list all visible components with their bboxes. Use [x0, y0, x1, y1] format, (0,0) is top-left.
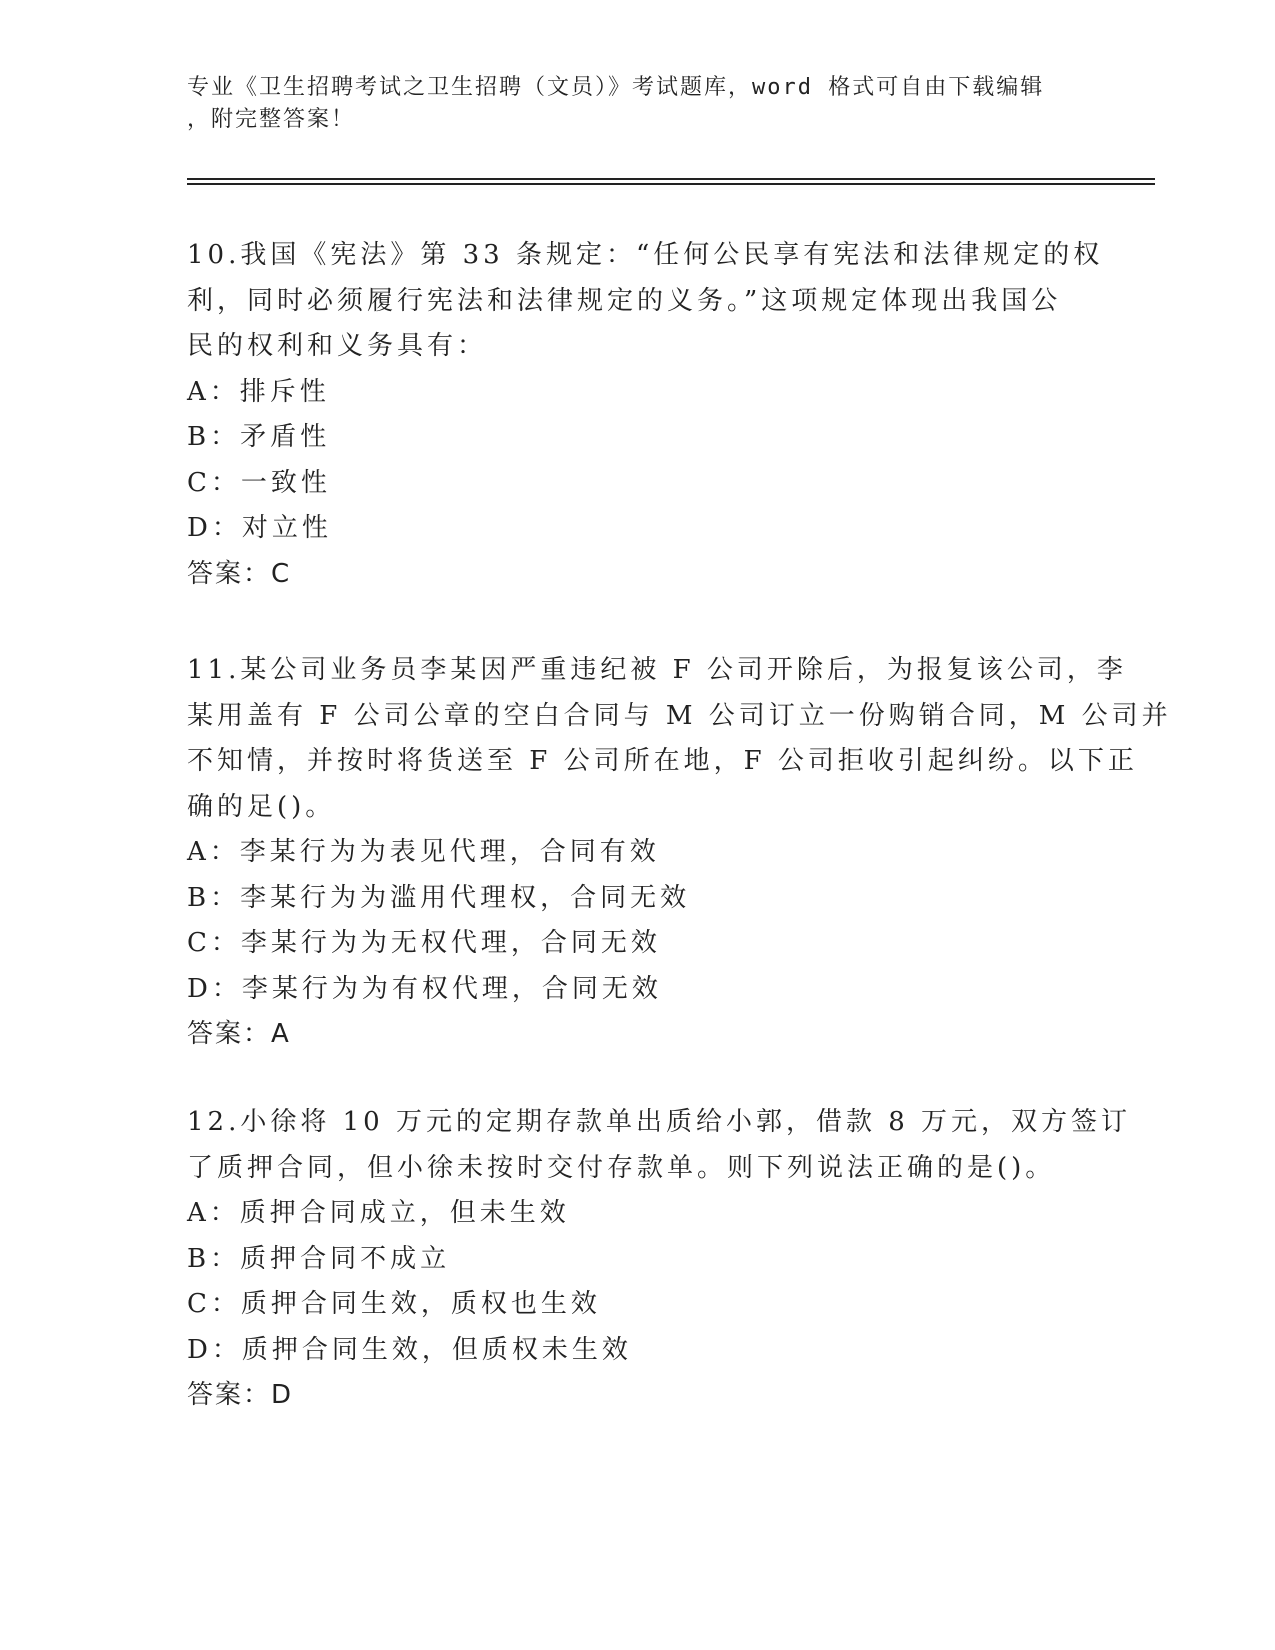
question-text-line: 利，同时必须履行宪法和法律规定的义务。”这项规定体现出我国公: [187, 285, 1062, 316]
option-d: D：对立性: [187, 513, 332, 543]
option-a: A：质押合同成立，但未生效: [187, 1198, 570, 1228]
question-text-line: 民的权利和义务具有：: [187, 331, 488, 361]
question-12: [187, 1100, 1132, 1419]
question-11: [187, 648, 1172, 1058]
option-c: C：质押合同生效，质权也生效: [187, 1289, 601, 1319]
header-line: 专业《卫生招聘考试之卫生招聘（文员）》考试题库，word 格式可自由下载编辑: [187, 75, 1045, 100]
question-text-line: 10.我国《宪法》第 33 条规定：“任何公民享有宪法和法律规定的权: [187, 240, 1104, 270]
option-a: A：排斥性: [187, 376, 330, 407]
answer-label: 答案：D: [187, 1380, 294, 1410]
option-b: B：质押合同不成立: [187, 1243, 451, 1274]
question-text-line: 确的足()。: [187, 791, 336, 822]
question-text-line: 12.小徐将 10 万元的定期存款单出质给小郭，借款 8 万元，双方签订: [187, 1107, 1132, 1137]
option-b: B：李某行为为滥用代理权，合同无效: [187, 882, 691, 913]
question-text-line: 某用盖有 F 公司公章的空白合同与 M 公司订立一份购销合同，M 公司并: [187, 700, 1172, 731]
question-text-line: 了质押合同，但小徐未按时交付存款单。则下列说法正确的是()。: [187, 1152, 1056, 1183]
option-d: D：李某行为为有权代理，合同无效: [187, 973, 662, 1004]
option-b: B：矛盾性: [187, 422, 331, 452]
option-c: C：李某行为为无权代理，合同无效: [187, 928, 661, 958]
option-d: D：质押合同生效，但质权未生效: [187, 1334, 632, 1365]
header-divider-bottom: [187, 183, 1155, 185]
answer-label: 答案：A: [187, 1019, 291, 1049]
question-text-line: 不知情，并按时将货送至 F 公司所在地，F 公司拒收引起纠纷。以下正: [187, 746, 1138, 776]
question-10: [187, 233, 1104, 597]
question-text-line: 11.某公司业务员李某因严重违纪被 F 公司开除后，为报复该公司，李: [187, 655, 1127, 685]
answer-label: 答案：C: [187, 558, 292, 589]
option-a: A：李某行为为表见代理，合同有效: [187, 837, 660, 867]
option-c: C：一致性: [187, 467, 331, 498]
header-line: ，附完整答案！: [187, 107, 356, 132]
header-divider-top: [187, 178, 1155, 180]
document-header: [187, 72, 1067, 136]
